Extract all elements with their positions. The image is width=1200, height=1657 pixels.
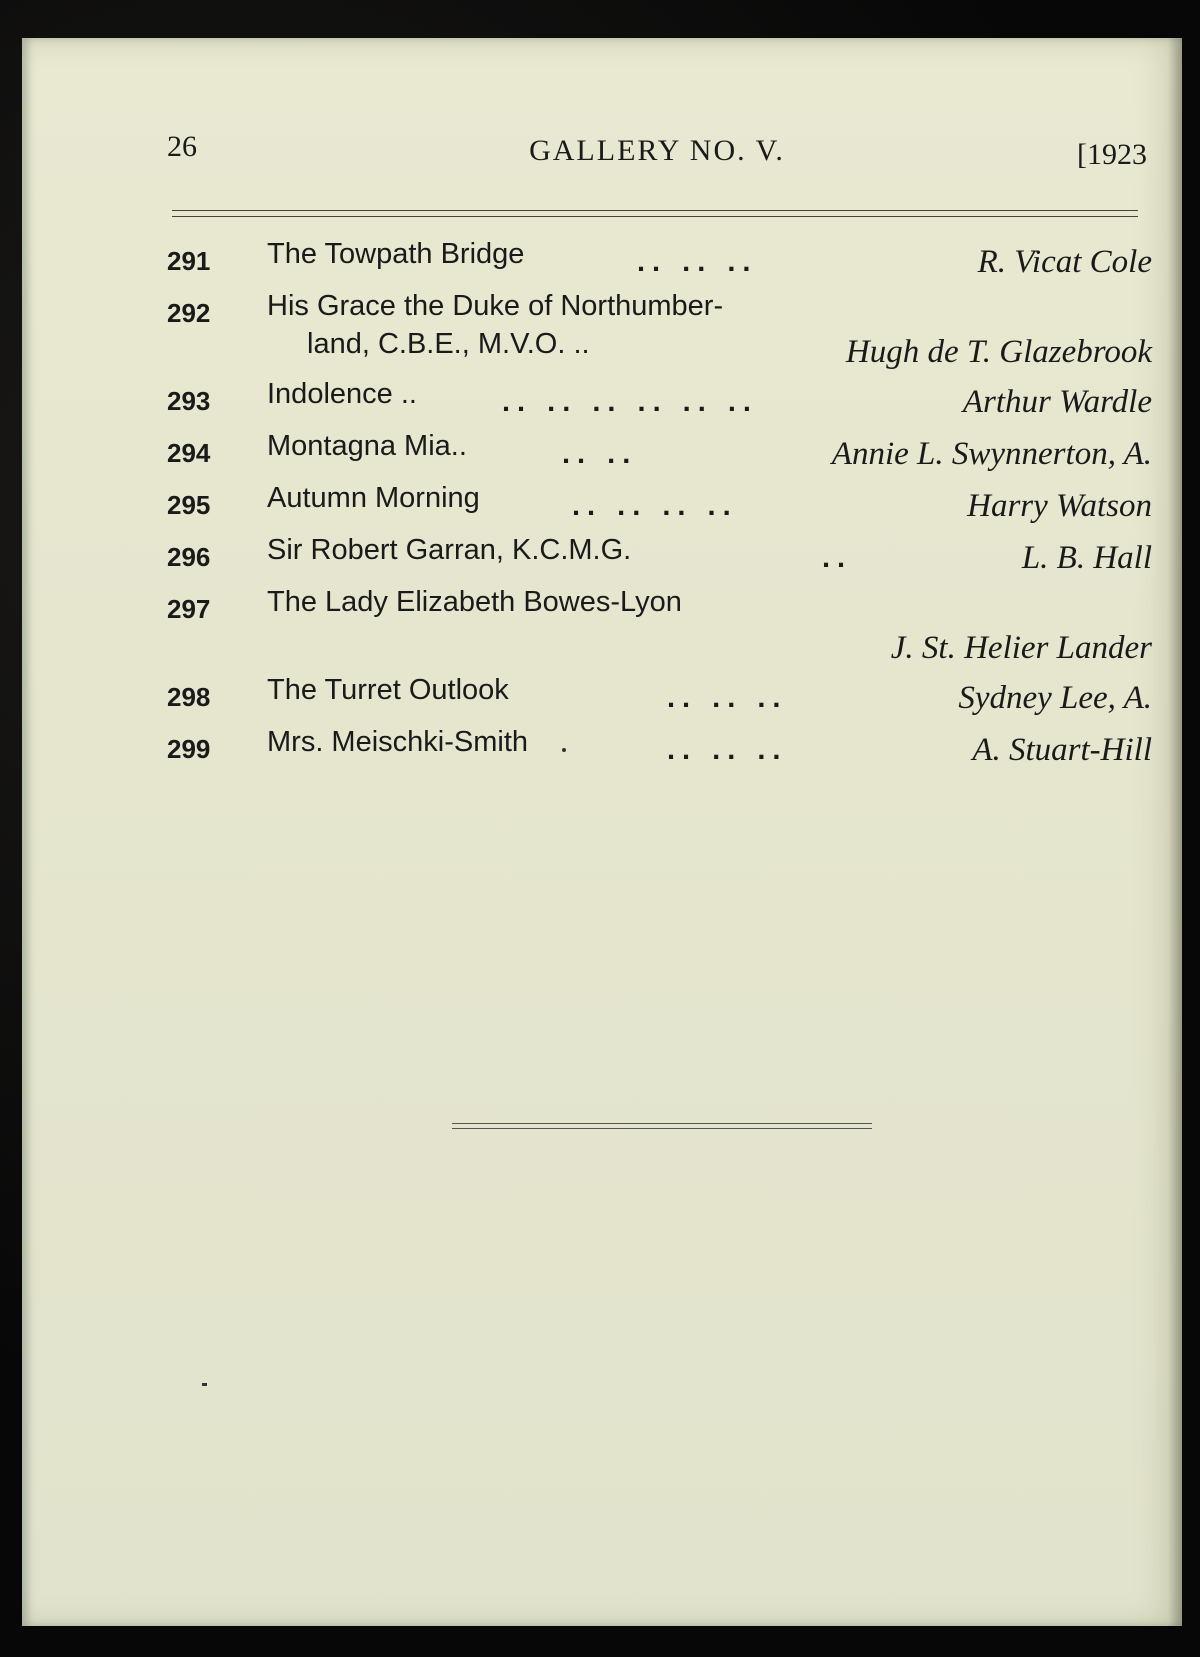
dot-leader: .. ..: [562, 438, 638, 470]
entry-title: Sir Robert Garran, K.C.M.G.: [267, 534, 632, 566]
entry-title: The Lady Elizabeth Bowes-Lyon: [267, 586, 682, 618]
entry-title: Mrs. Meischki-Smith: [267, 726, 529, 758]
entry-number: 297: [167, 594, 211, 624]
entry-number: 296: [167, 542, 211, 572]
catalogue-entry: [167, 674, 1152, 726]
dot-leader: .. .. ..: [667, 682, 788, 714]
dot-leader: .. .. ..: [667, 734, 788, 766]
catalogue-entry: [167, 378, 1152, 430]
gallery-title: GALLERY NO. V.: [529, 134, 785, 167]
dot-leader: .. .. .. ..: [572, 490, 738, 522]
header-double-rule: [172, 210, 1138, 217]
entry-title: His Grace the Duke of Northumber-: [267, 290, 724, 322]
page-number: 26: [167, 130, 197, 163]
entry-artist: J. St. Helier Lander: [890, 630, 1152, 666]
year-label: [1923: [1077, 138, 1147, 171]
entry-artist: Arthur Wardle: [962, 384, 1152, 420]
entry-artist: R. Vicat Cole: [977, 244, 1152, 280]
running-head: [167, 130, 1147, 180]
dot-leader: .. .. ..: [637, 246, 758, 278]
entry-number: 295: [167, 490, 211, 520]
catalogue-list: [167, 238, 1152, 778]
entry-title-continued: land, C.B.E., M.V.O. ..: [307, 328, 590, 360]
entry-title: Montagna Mia..: [267, 430, 467, 462]
entry-title: The Towpath Bridge: [267, 238, 525, 270]
entry-number: 294: [167, 438, 211, 468]
entry-number: 291: [167, 246, 211, 276]
catalogue-entry: [167, 430, 1152, 482]
catalogue-entry: [167, 290, 1152, 378]
catalogue-entry: [167, 726, 1152, 778]
entry-artist: L. B. Hall: [1021, 540, 1152, 576]
entry-number: 298: [167, 682, 211, 712]
section-end-rule: [452, 1123, 872, 1129]
entry-artist: A. Stuart-Hill: [972, 732, 1152, 768]
entry-title: Indolence ..: [267, 378, 417, 410]
entry-artist: Annie L. Swynnerton, A.: [831, 436, 1152, 472]
page-gutter-shadow: [1168, 38, 1182, 1626]
entry-number: 292: [167, 298, 211, 328]
entry-artist: Hugh de T. Glazebrook: [845, 334, 1152, 370]
ink-speck: [202, 1383, 207, 1386]
dot-leader: .. .. .. .. .. ..: [502, 386, 758, 418]
book-page: [22, 38, 1182, 1626]
entry-number: 299: [167, 734, 211, 764]
ink-speck: [562, 748, 566, 752]
entry-artist: Sydney Lee, A.: [958, 680, 1152, 716]
catalogue-entry: [167, 586, 1152, 674]
catalogue-entry: [167, 482, 1152, 534]
entry-title: Autumn Morning: [267, 482, 480, 514]
entry-artist: Harry Watson: [967, 488, 1152, 524]
dot-leader: ..: [822, 542, 853, 574]
catalogue-entry: [167, 534, 1152, 586]
catalogue-entry: [167, 238, 1152, 290]
entry-title: The Turret Outlook: [267, 674, 509, 706]
entry-number: 293: [167, 386, 211, 416]
